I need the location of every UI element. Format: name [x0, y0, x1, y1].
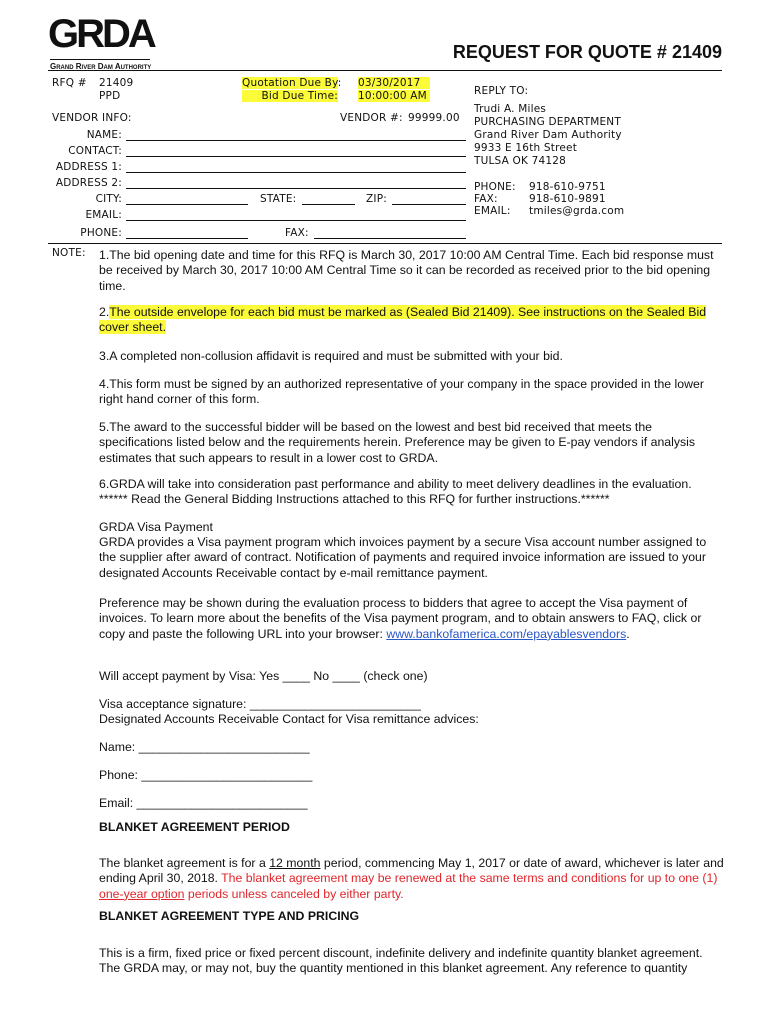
visa-paragraph-2-text: Preference may be shown during the evaluation process to bidders that agree to accept the Visa payment of invoices. To learn more about the benefits of the Visa payment program, and to obtain answers to FAQ, click or copy and paste the following URL into your browser:: [99, 596, 702, 641]
visa-paragraph-1: GRDA provides a Visa payment program which invoices payment by a secure Visa account number assigned to the supplier after award of contract. Notification of payments and required invoice information are issued to your designated Accounts Receivable contact by e-mail remittance payment.: [99, 535, 707, 580]
reply-organization: Grand River Dam Authority: [474, 129, 622, 141]
note-6b: ****** Read the General Bidding Instructions attached to this RFQ for further instructions.******: [99, 492, 610, 506]
visa-signature-line: Visa acceptance signature: _________________________: [99, 697, 421, 711]
reply-email-value[interactable]: tmiles@grda.com: [529, 205, 625, 217]
blanket-renewal-text-b: periods unless canceled by either party.: [184, 886, 404, 901]
blanket-period-text: [99, 856, 724, 902]
name-label: NAME:: [86, 129, 122, 141]
contact-field[interactable]: [126, 156, 466, 157]
note-3: 3.A completed non-collusion affidavit is required and must be submitted with your bid.: [99, 349, 563, 363]
note-1: 1.The bid opening date and time for this RFQ is March 30, 2017 10:00 AM Central Time. Each bid response must be received by March 30, 2017 10:00 AM Central Time so it can be recorded as received prior to the bid opening time.: [99, 248, 714, 293]
blanket-type-text: This is a firm, fixed price or fixed percent discount, indefinite delivery and indefinite quantity blanket agreement. The GRDA may, or may not, buy the quantity mentioned in this blanket agreement. Any reference to quantity: [99, 946, 703, 976]
zip-label: ZIP:: [366, 193, 387, 205]
reply-email-label: EMAIL:: [474, 205, 511, 217]
reply-department: PURCHASING DEPARTMENT: [474, 116, 621, 128]
blanket-term: 12 month: [269, 856, 321, 870]
blanket-period-text-b: period, commencing May 1, 2017 or date of award, whichever is later and ending April 30, 2018.: [99, 856, 724, 886]
bid-due-value: 10:00:00 AM: [358, 90, 430, 102]
zip-field[interactable]: [392, 204, 466, 205]
visa-paragraph-2: [99, 596, 724, 642]
city-field[interactable]: [126, 204, 248, 205]
address2-label: ADDRESS 2:: [55, 177, 122, 189]
logo-letters: GRDA: [48, 12, 154, 56]
visa-heading: GRDA Visa Payment: [99, 520, 213, 534]
title-rule: [48, 70, 722, 71]
reply-contact-name: Trudi A. Miles: [474, 103, 547, 115]
blanket-renewal-text-a: The blanket agreement may be renewed at the same terms and conditions for up to one (1): [221, 871, 718, 886]
name-field[interactable]: [126, 140, 466, 141]
note-5: 5.The award to the successful bidder will be based on the lowest and best bid received that meets the specifications listed below and the requirements herein. Preference may be given to E-pay vendors if analysis estimates that such appears to result in a lower cost to GRDA.: [99, 420, 696, 465]
reply-street: 9933 E 16th Street: [474, 142, 578, 154]
visa-accept-line: Will accept payment by Visa: Yes ____ No ____ (check one): [99, 669, 428, 683]
email-label: EMAIL:: [85, 209, 122, 221]
bank-url-link[interactable]: www.bankofamerica.com/epayablesvendors: [386, 626, 627, 641]
state-field[interactable]: [302, 204, 355, 205]
rfq-label: RFQ #: [52, 77, 87, 89]
logo-underline: [50, 59, 150, 60]
rfq-type: PPD: [99, 90, 121, 102]
note-2-prefix: 2.: [99, 305, 110, 319]
city-label: CITY:: [95, 193, 122, 205]
visa-paragraph-2-end: .: [626, 626, 630, 641]
rfq-number: 21409: [99, 77, 134, 89]
note-6a: 6.GRDA will take into consideration past performance and ability to meet delivery deadlines in the evaluation.: [99, 477, 692, 491]
state-label: STATE:: [260, 193, 297, 205]
visa-phone-line: Phone: _________________________: [99, 768, 313, 782]
note-4: 4.This form must be signed by an authorized representative of your company in the space provided in the lower right hand corner of this form.: [99, 377, 704, 407]
grda-logo: [48, 12, 158, 71]
address1-field[interactable]: [126, 172, 466, 173]
blanket-period-text-a: The blanket agreement is for a: [99, 856, 270, 870]
phone-field[interactable]: [126, 238, 248, 239]
blanket-period-heading: BLANKET AGREEMENT PERIOD: [99, 820, 290, 834]
reply-phone-value: 918-610-9751: [529, 181, 606, 193]
reply-fax-value: 918-610-9891: [529, 193, 606, 205]
reply-to-label: REPLY TO:: [474, 85, 529, 97]
phone-label: PHONE:: [80, 227, 122, 239]
vendor-info-label: VENDOR INFO:: [52, 112, 132, 124]
quotation-due-value: 03/30/2017: [358, 77, 430, 89]
address2-field[interactable]: [126, 188, 466, 189]
fax-label: FAX:: [285, 227, 309, 239]
blanket-renewal-option: one-year option: [99, 886, 185, 901]
email-field[interactable]: [126, 220, 466, 221]
reply-city-state-zip: TULSA OK 74128: [474, 155, 567, 167]
vendor-number-label: VENDOR #:: [340, 112, 403, 124]
note-2-highlight: The outside envelope for each bid must be marked as (Sealed Bid 21409). See instructions on the Sealed Bid cover sheet.: [99, 305, 707, 335]
page-title: REQUEST FOR QUOTE # 21409: [452, 42, 722, 62]
reply-phone-label: PHONE:: [474, 181, 516, 193]
reply-fax-label: FAX:: [474, 193, 498, 205]
logo-tagline: Grand River Dam Authority: [50, 62, 152, 71]
contact-label: CONTACT:: [68, 145, 122, 157]
address1-label: ADDRESS 1:: [55, 161, 122, 173]
visa-name-line: Name: _________________________: [99, 740, 310, 754]
quotation-due-label: Quotation Due By:: [242, 77, 342, 89]
note-2: [99, 305, 724, 336]
visa-contact-line: Designated Accounts Receivable Contact for Visa remittance advices:: [99, 712, 479, 726]
note-label: NOTE:: [52, 247, 86, 259]
vendor-block-rule: [48, 243, 722, 244]
bid-due-label: Bid Due Time:: [242, 90, 338, 102]
blanket-type-heading: BLANKET AGREEMENT TYPE AND PRICING: [99, 909, 360, 923]
fax-field[interactable]: [314, 238, 466, 239]
visa-email-line: Email: _________________________: [99, 796, 308, 810]
vendor-number-value: 99999.00: [408, 112, 460, 124]
